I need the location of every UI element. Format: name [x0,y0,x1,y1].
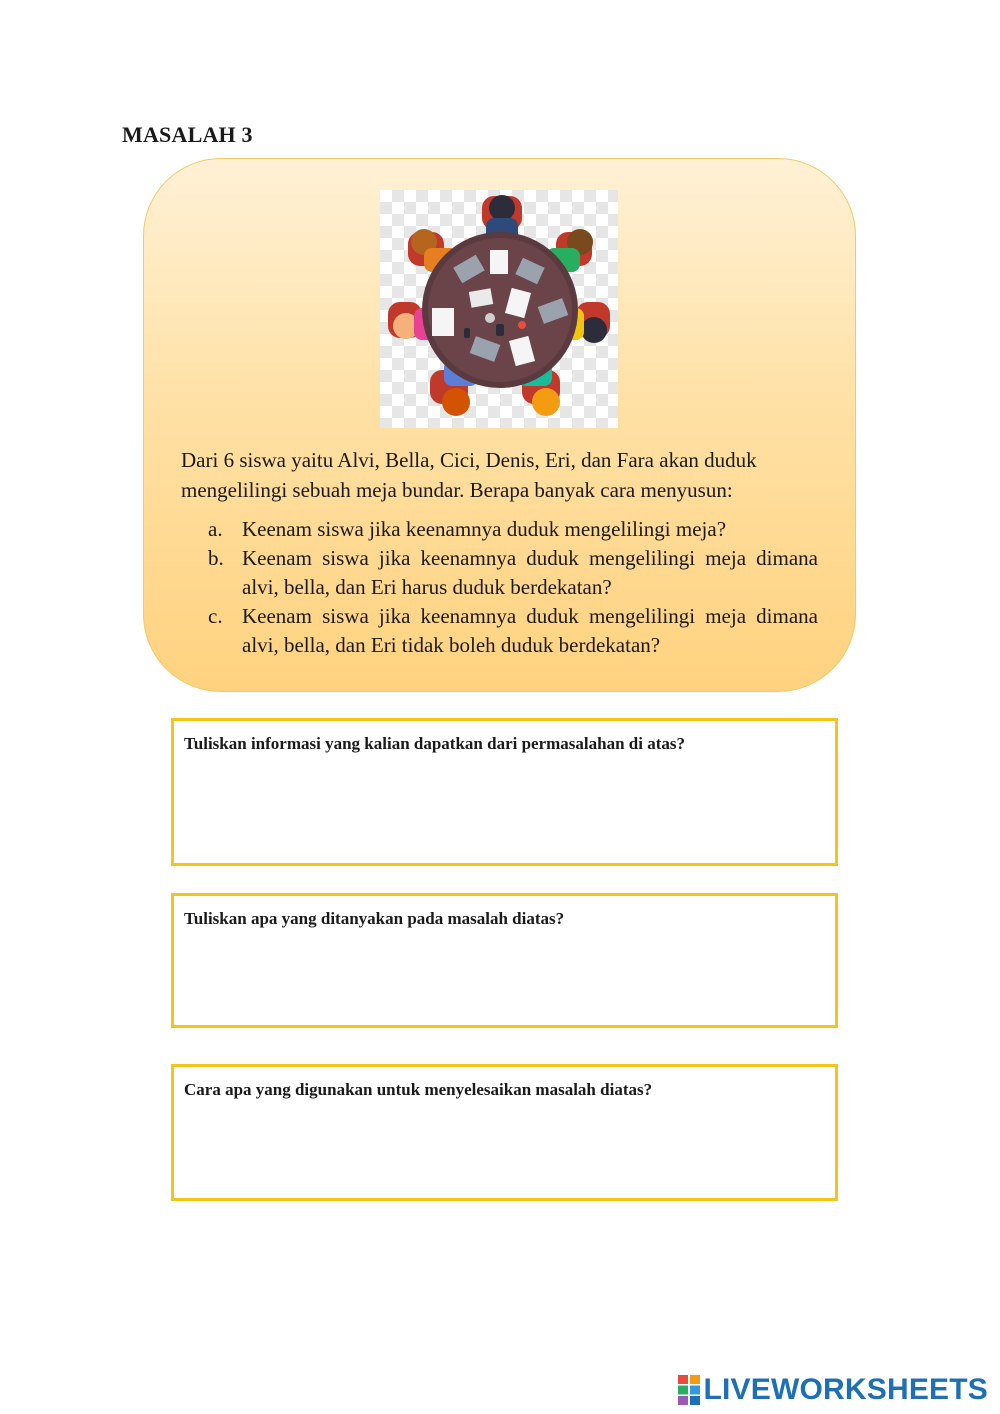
question-item [208,515,818,544]
round-table-students-illustration [380,190,618,428]
answer-prompt: Tuliskan informasi yang kalian dapatkan dari permasalahan di atas? [184,734,686,753]
question-text: Keenam siswa jika keenamnya duduk mengelilingi meja dimana alvi, bella, dan Eri tidak boleh duduk berdekatan? [242,604,818,657]
answer-box-information[interactable] [171,718,838,866]
question-item [208,544,818,602]
question-text: Keenam siswa jika keenamnya duduk mengelilingi meja? [242,517,727,541]
question-item [208,602,818,660]
page-title: MASALAH 3 [122,122,253,147]
answer-prompt: Tuliskan apa yang ditanyakan pada masalah diatas? [184,909,565,928]
question-marker: b. [208,546,224,570]
answer-prompt: Cara apa yang digunakan untuk menyelesaikan masalah diatas? [184,1080,653,1099]
answer-box-method[interactable] [171,1064,838,1201]
answer-box-question[interactable] [171,893,838,1028]
brand-name: LIVEWORKSHEETS [703,1373,988,1406]
question-marker: a. [208,517,223,541]
problem-statement: Dari 6 siswa yaitu Alvi, Bella, Cici, Denis, Eri, dan Fara akan duduk mengelilingi sebuah meja bundar. Berapa banyak cara menyusun: [181,448,757,502]
liveworksheets-logo-icon [678,1375,700,1405]
brand-footer [678,1373,989,1407]
question-list [208,515,818,660]
question-marker: c. [208,604,223,628]
question-text: Keenam siswa jika keenamnya duduk mengelilingi meja dimana alvi, bella, dan Eri harus duduk berdekatan? [242,546,818,599]
